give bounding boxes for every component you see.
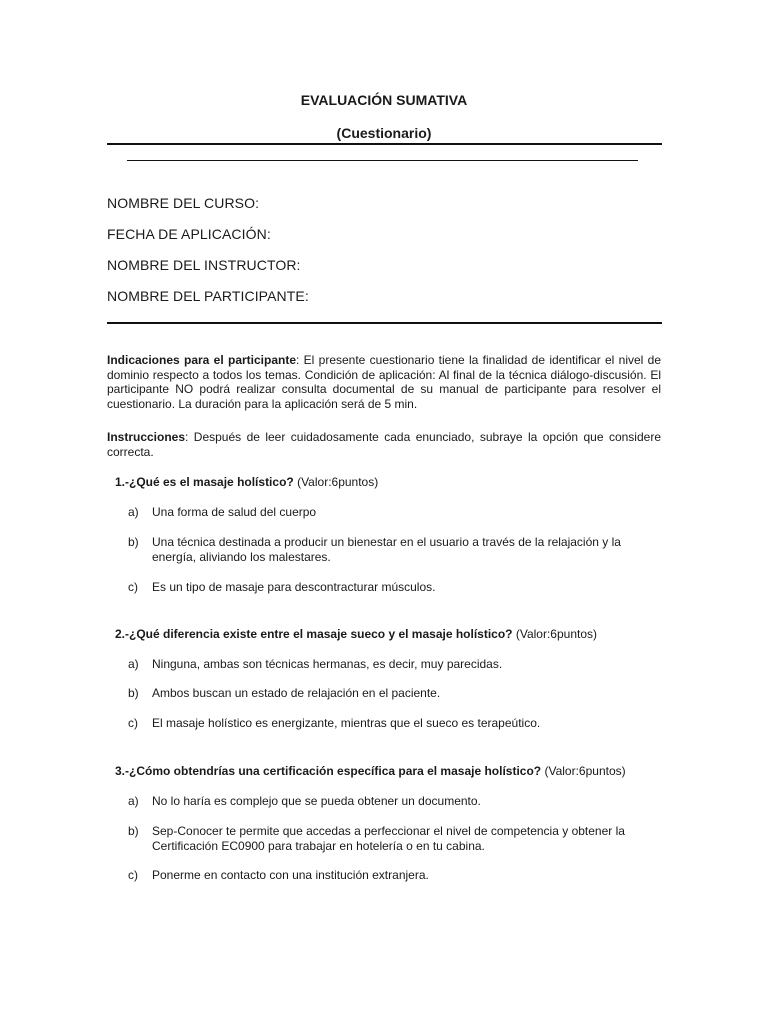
indications-paragraph bbox=[107, 353, 661, 411]
option-text: Una técnica destinada a producir un bienestar en el usuario a través de la relajación y la energía, aliviando los malestares. bbox=[152, 535, 621, 564]
option-text: Sep-Conocer te permite que accedas a perfeccionar el nivel de competencia y obtener la Certificación EC0900 para trabajar en hotelería o en tu cabina. bbox=[152, 824, 625, 853]
option-letter: b) bbox=[128, 686, 139, 700]
indications-label: Indicaciones para el participante bbox=[107, 353, 297, 367]
question-2-option-c[interactable] bbox=[128, 716, 663, 731]
instructor-name-field: NOMBRE DEL INSTRUCTOR: bbox=[107, 257, 301, 273]
question-value: (Valor:6puntos) bbox=[512, 627, 598, 641]
indications-text: : El presente cuestionario tiene la finalidad de identificar el nivel de dominio respecto a todos los temas. Condición de aplicación: Al final de la técnica diálogo-discusión. El participante NO podrá realizar consulta documental de su manual de participante para resolver el cuestionario. La duración para la aplicación será de 5 min. bbox=[107, 353, 661, 411]
question-1-option-b[interactable] bbox=[128, 535, 663, 564]
question-text: 3.-¿Cómo obtendrías una certificación específica para el masaje holístico? bbox=[115, 764, 542, 778]
question-2-option-b[interactable] bbox=[128, 686, 663, 701]
option-letter: b) bbox=[128, 535, 139, 549]
question-3-option-c[interactable] bbox=[128, 868, 663, 883]
instructions-label: Instrucciones bbox=[107, 430, 186, 444]
instructions-text: : Después de leer cuidadosamente cada enunciado, subraye la opción que considere correcta. bbox=[107, 430, 661, 459]
option-letter: b) bbox=[128, 824, 139, 838]
option-text: No lo haría es complejo que se pueda obtener un documento. bbox=[152, 794, 481, 808]
option-letter: a) bbox=[128, 794, 139, 808]
course-name-field: NOMBRE DEL CURSO: bbox=[107, 195, 260, 211]
question-text: 1.-¿Qué es el masaje holístico? bbox=[115, 475, 294, 489]
question-3-option-a[interactable] bbox=[128, 794, 663, 809]
instructions-paragraph bbox=[107, 430, 661, 459]
question-1-option-a[interactable] bbox=[128, 505, 663, 520]
option-text: Es un tipo de masaje para descontracturar músculos. bbox=[152, 580, 436, 594]
document-subtitle: (Cuestionario) bbox=[336, 125, 432, 141]
question-1-option-c[interactable] bbox=[128, 580, 663, 595]
question-2-option-a[interactable] bbox=[128, 657, 663, 672]
question-value: (Valor:6puntos) bbox=[541, 764, 626, 778]
option-text: Una forma de salud del cuerpo bbox=[152, 505, 317, 519]
question-value: (Valor:6puntos) bbox=[293, 475, 379, 489]
option-letter: a) bbox=[128, 657, 139, 671]
participant-name-field: NOMBRE DEL PARTICIPANTE: bbox=[107, 288, 309, 304]
question-3 bbox=[115, 764, 626, 778]
question-2 bbox=[115, 627, 597, 641]
header-divider bbox=[107, 143, 662, 145]
question-3-option-b[interactable] bbox=[128, 824, 663, 853]
option-text: Ambos buscan un estado de relajación en el paciente. bbox=[152, 686, 441, 700]
option-letter: c) bbox=[128, 716, 138, 730]
option-text: Ninguna, ambas son técnicas hermanas, es decir, muy parecidas. bbox=[152, 657, 503, 671]
question-1 bbox=[115, 475, 378, 489]
application-date-field: FECHA DE APLICACIÓN: bbox=[107, 226, 271, 242]
option-text: Ponerme en contacto con una institución extranjera. bbox=[152, 868, 429, 882]
fields-divider bbox=[107, 322, 662, 324]
header-underline bbox=[127, 160, 638, 161]
option-text: El masaje holístico es energizante, mientras que el sueco es terapeútico. bbox=[152, 716, 541, 730]
option-letter: a) bbox=[128, 505, 139, 519]
question-text: 2.-¿Qué diferencia existe entre el masaje sueco y el masaje holístico? bbox=[115, 627, 513, 641]
option-letter: c) bbox=[128, 868, 138, 882]
document-title: EVALUACIÓN SUMATIVA bbox=[300, 92, 468, 108]
option-letter: c) bbox=[128, 580, 138, 594]
